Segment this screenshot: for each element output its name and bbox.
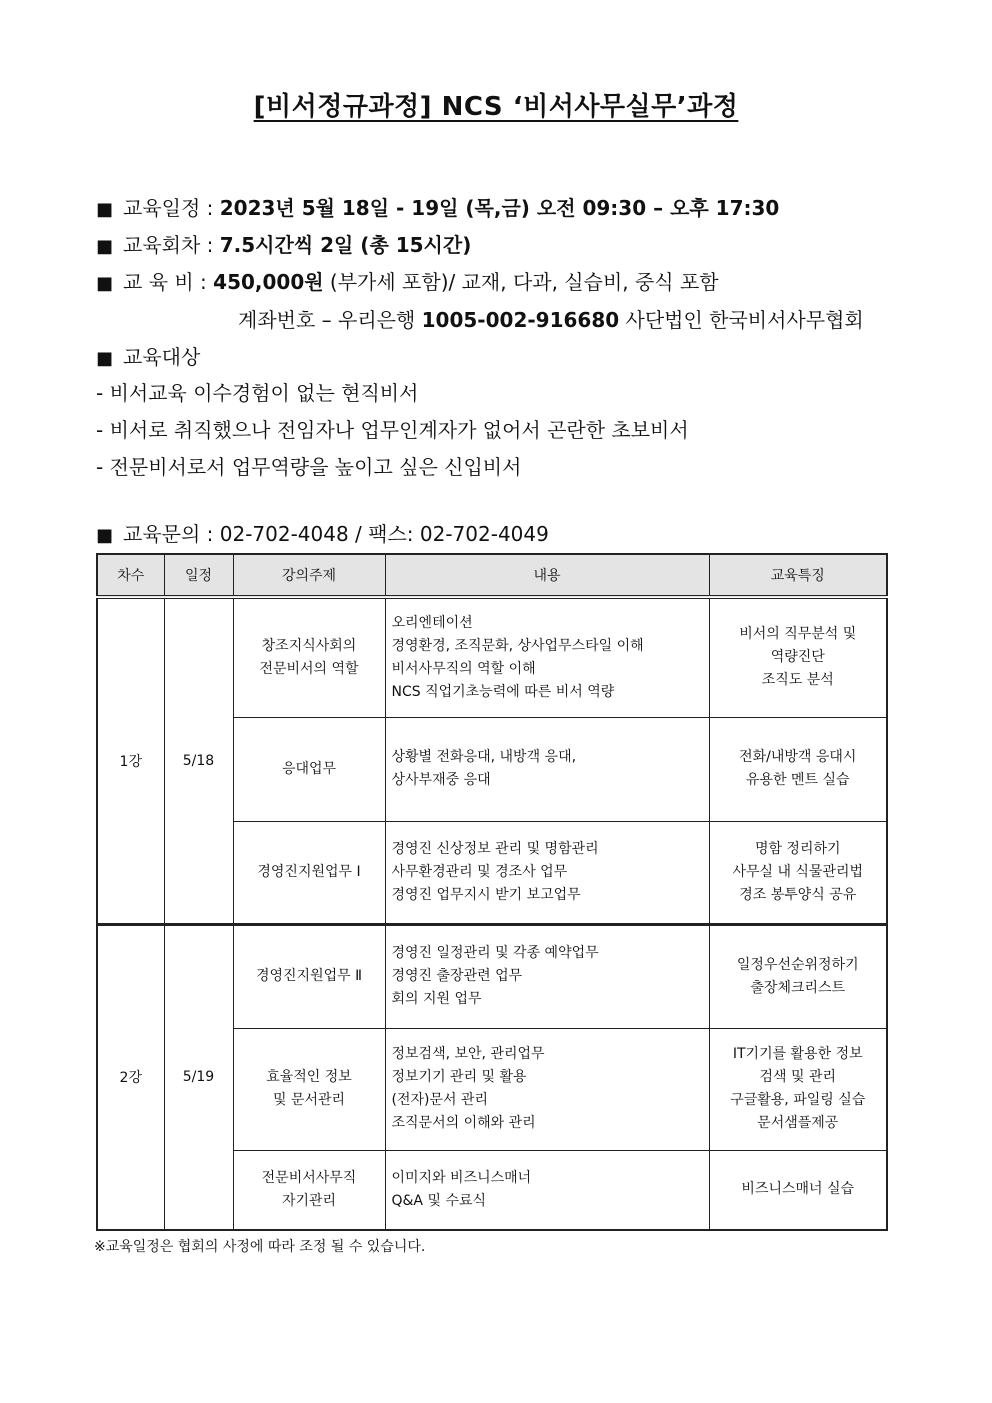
date-cell: 5/18 [164,597,233,924]
content-line: 조직문서의 이해와 관리 [391,1115,536,1131]
target-item: - 비서로 취직했으나 전임자나 업무인계자가 없어서 곤란한 초보비서 [96,418,689,442]
schedule-table [96,553,888,1231]
footnote: ※교육일정은 협회의 사정에 따라 조정 될 수 있습니다. [94,1239,426,1255]
content-line: 비서사무직의 역할 이해 [391,660,536,677]
target-heading [96,341,200,370]
square-bullet-icon: ■ [96,348,114,369]
content-cell [385,717,709,821]
feature-cell [709,1028,887,1150]
square-bullet-icon: ■ [96,236,114,257]
contact-text: 교육문의 : 02-702-4048 / 팩스: 02-702-4049 [123,522,549,546]
square-bullet-icon: ■ [96,525,114,546]
content-cell [385,821,709,924]
content-cell [385,1150,709,1230]
content-line: Q&A 및 수료식 [391,1192,487,1209]
content-line: 이미지와 비즈니스매너 [391,1169,532,1186]
feature-line: 사무실 내 식물관리법 [732,863,864,880]
topic-line: 효율적인 정보 [266,1069,352,1085]
topic-cell [233,1150,385,1230]
feature-line: 일정우선순위정하기 [736,956,859,973]
sessions-label: 교육회차 : [123,233,220,257]
topic-cell [233,1028,385,1150]
account-number: 1005-002-916680 [421,308,620,332]
schedule-label: 교육일정 : [123,196,220,220]
topic-line: 경영진지원업무 Ⅰ [257,863,361,880]
target-label: 교육대상 [123,345,201,369]
feature-line: 문서샘플제공 [757,1115,839,1131]
content-cell [385,924,709,1028]
content-line: 경영환경, 조직문화, 상사업무스타일 이해 [391,637,644,654]
session-cell: 1강 [97,597,164,924]
session-cell: 2강 [97,924,164,1230]
fee-line [96,266,719,295]
feature-line: 조직도 분석 [761,672,834,689]
fee-detail: (부가세 포함)/ 교재, 다과, 실습비, 중식 포함 [323,270,719,294]
content-line: 경영진 일정관리 및 각종 예약업무 [391,945,599,961]
content-line: 정보검색, 보안, 관리업무 [391,1046,545,1062]
topic-line: 전문비서의 역할 [259,660,359,677]
account-prefix: 계좌번호 – 우리은행 [238,308,422,332]
feature-line: 역량진단 [770,649,825,666]
content-cell [385,1028,709,1150]
topic-cell [233,821,385,924]
page-title-text: [비서정규과정] NCS ‘비서사무실무’과정 [253,92,739,122]
feature-line: 구글활용, 파일링 실습 [730,1092,866,1108]
account-holder: 사단법인 한국비서사무협회 [619,308,864,332]
feature-line: 전화/내방객 응대시 [739,749,857,765]
content-line: 경영진 신상정보 관리 및 명함관리 [391,840,599,857]
feature-line: 비즈니스매너 실습 [741,1181,855,1198]
table-row [97,597,887,717]
topic-line: 및 문서관리 [272,1092,346,1108]
topic-cell [233,717,385,821]
content-line: 정보기기 관리 및 활용 [391,1069,527,1085]
sessions-value: 7.5시간씩 2일 (총 15시간) [219,233,472,257]
account-line [238,304,864,333]
topic-line: 창조지식사회의 [261,637,357,654]
content-line: NCS 직업기초능력에 따른 비서 역량 [391,683,615,700]
feature-line: 명함 정리하기 [754,840,841,857]
square-bullet-icon: ■ [96,273,114,294]
target-item: - 전문비서로서 업무역량을 높이고 싶은 신입비서 [96,455,522,479]
table-header-row [97,554,887,597]
feature-cell [709,821,887,924]
table-row [97,924,887,1028]
feature-line: 출장체크리스트 [750,979,846,996]
schedule-value: 2023년 5월 18일 - 19일 (목,금) 오전 09:30 – 오후 17:30 [219,196,780,220]
topic-line: 응대업무 [281,760,337,777]
content-line: 오리엔테이션 [391,614,473,631]
header-date: 일정 [164,554,233,597]
header-topic: 강의주제 [233,554,385,597]
date-cell: 5/19 [164,924,233,1230]
feature-line: 검색 및 관리 [759,1069,837,1085]
feature-line: 비서의 직무분석 및 [739,626,857,643]
fee-label: 교 육 비 : [123,270,214,294]
page-title [0,86,992,123]
contact-line [96,518,549,547]
content-line: 사무환경관리 및 경조사 업무 [391,863,568,880]
content-line: (전자)문서 관리 [391,1092,489,1108]
target-item: - 비서교육 이수경험이 없는 현직비서 [96,381,419,405]
feature-cell [709,924,887,1028]
feature-cell [709,597,887,717]
header-session: 차수 [97,554,164,597]
fee-value: 450,000원 [213,270,324,294]
square-bullet-icon: ■ [96,199,114,220]
schedule-line [96,192,779,221]
topic-line: 자기관리 [281,1192,337,1209]
feature-line: IT기기를 활용한 정보 [732,1046,863,1062]
topic-cell [233,597,385,717]
feature-cell [709,1150,887,1230]
content-cell [385,597,709,717]
topic-line: 경영진지원업무 Ⅱ [255,968,362,984]
feature-line: 경조 봉투양식 공유 [739,886,857,903]
topic-line: 전문비서사무직 [261,1169,357,1186]
content-line: 상사부재중 응대 [391,772,491,788]
content-line: 경영진 출장관련 업무 [391,968,523,984]
feature-cell [709,717,887,821]
header-feature: 교육특징 [709,554,887,597]
content-line: 경영진 업무지시 받기 보고업무 [391,886,581,903]
header-content: 내용 [385,554,709,597]
content-line: 회의 지원 업무 [391,991,482,1007]
sessions-line [96,229,471,258]
content-line: 상황별 전화응대, 내방객 응대, [391,749,577,765]
topic-cell [233,924,385,1028]
feature-line: 유용한 멘트 실습 [745,772,850,788]
